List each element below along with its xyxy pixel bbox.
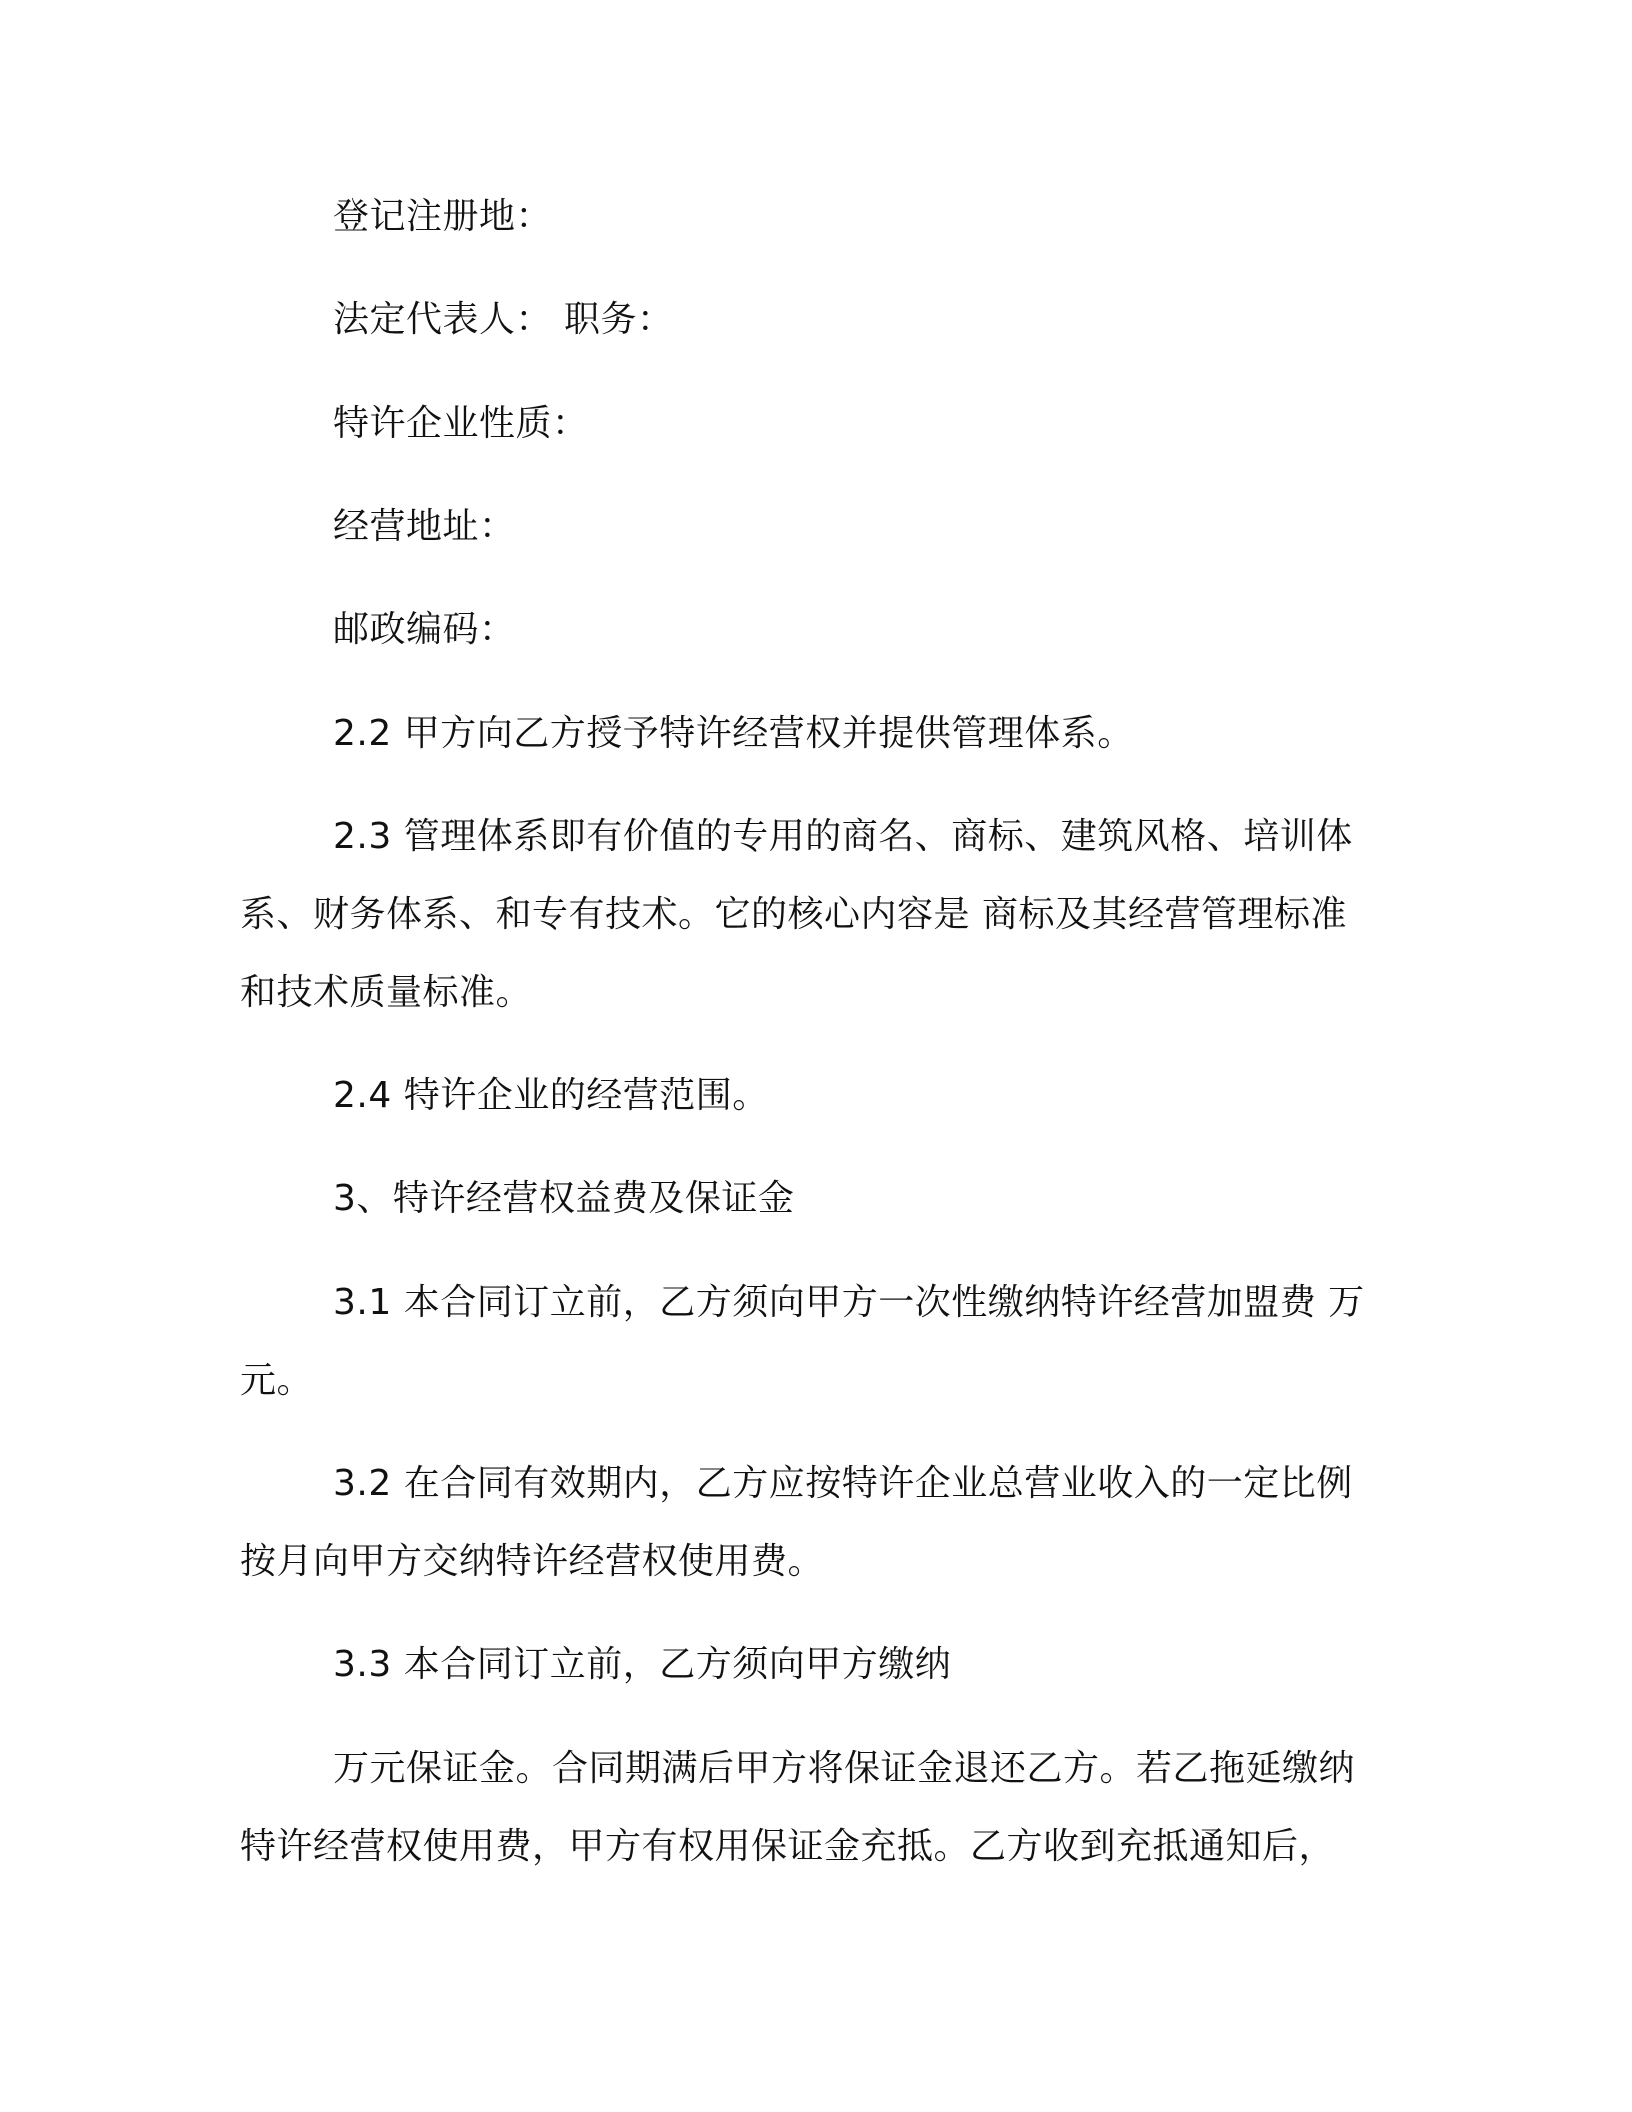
clause-3-3-line-2: 万元保证金。合同期满后甲方将保证金退还乙方。若乙拖延缴纳 [333,1748,1356,1789]
clause-3-1-line-2: 元。 [240,1360,314,1401]
field-registration-place: 登记注册地： [333,196,553,237]
section-3-heading: 3、特许经营权益费及保证金 [333,1178,795,1219]
clause-2-2: 2.2 甲方向乙方授予特许经营权并提供管理体系。 [333,713,1134,754]
field-legal-representative: 法定代表人： 职务： [333,299,674,340]
clause-2-3-line-3: 和技术质量标准。 [240,972,533,1013]
clause-3-2-line-1: 3.2 在合同有效期内，乙方应按特许企业总营业收入的一定比例 [333,1463,1353,1504]
clause-2-3-line-1: 2.3 管理体系即有价值的专用的商名、商标、建筑风格、培训体 [333,816,1353,857]
field-business-address: 经营地址： [333,506,516,547]
clause-3-3-line-3: 特许经营权使用费，甲方有权用保证金充抵。乙方收到充抵通知后， [240,1826,1336,1867]
clause-2-4: 2.4 特许企业的经营范围。 [333,1075,769,1116]
clause-2-3-line-2: 系、财务体系、和专有技术。它的核心内容是 商标及其经营管理标准 [240,894,1347,935]
field-postal-code: 邮政编码： [333,609,516,650]
clause-3-3-line-1: 3.3 本合同订立前，乙方须向甲方缴纳 [333,1644,952,1685]
clause-3-1-line-1: 3.1 本合同订立前，乙方须向甲方一次性缴纳特许经营加盟费 万 [333,1282,1365,1323]
clause-3-2-line-2: 按月向甲方交纳特许经营权使用费。 [240,1541,825,1582]
field-enterprise-nature: 特许企业性质： [333,403,589,444]
